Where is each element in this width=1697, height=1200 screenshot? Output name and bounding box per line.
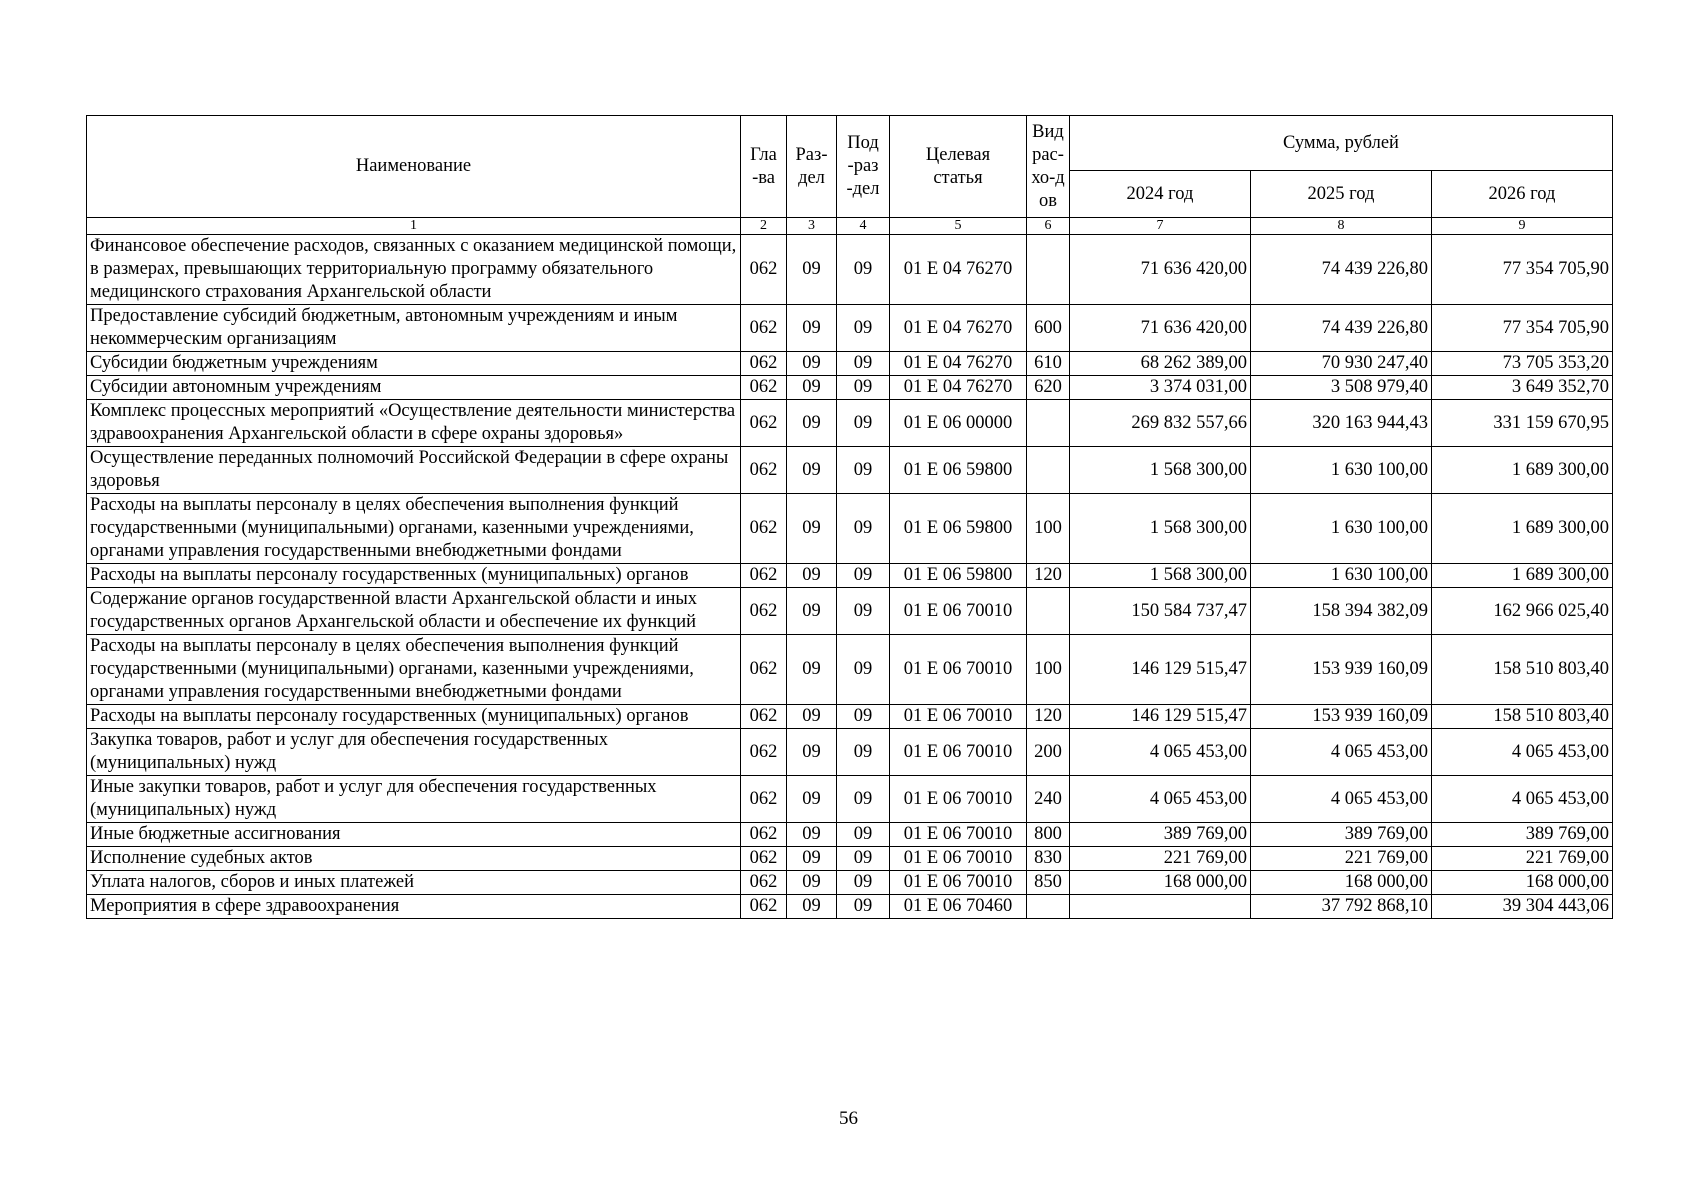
cell-expense-type: 100: [1027, 635, 1070, 705]
cell-amount-2026: 158 510 803,40: [1432, 635, 1613, 705]
column-number: 2: [741, 218, 787, 235]
table-row: [87, 400, 1613, 447]
cell-amount-2026: 389 769,00: [1432, 823, 1613, 847]
cell-target: 01 Е 04 76270: [890, 352, 1027, 376]
table-row: [87, 564, 1613, 588]
cell-amount-2026: 4 065 453,00: [1432, 729, 1613, 776]
cell-name: Иные закупки товаров, работ и услуг для обеспечения государственных (муниципальных) нужд: [87, 776, 741, 823]
cell-section: 09: [787, 588, 837, 635]
cell-amount-2026: 158 510 803,40: [1432, 705, 1613, 729]
cell-subsection: 09: [837, 776, 890, 823]
cell-amount-2024: [1070, 895, 1251, 919]
cell-section: 09: [787, 776, 837, 823]
cell-section: 09: [787, 352, 837, 376]
table-row: [87, 895, 1613, 919]
column-numbers-row: [87, 218, 1613, 235]
cell-amount-2024: 4 065 453,00: [1070, 729, 1251, 776]
column-number: 6: [1027, 218, 1070, 235]
table-body: [87, 235, 1613, 919]
cell-section: 09: [787, 895, 837, 919]
cell-amount-2025: 221 769,00: [1251, 847, 1432, 871]
cell-name: Закупка товаров, работ и услуг для обеспечения государственных (муниципальных) нужд: [87, 729, 741, 776]
column-number: 5: [890, 218, 1027, 235]
cell-amount-2026: 1 689 300,00: [1432, 447, 1613, 494]
cell-amount-2025: 74 439 226,80: [1251, 305, 1432, 352]
cell-subsection: 09: [837, 400, 890, 447]
cell-amount-2025: 3 508 979,40: [1251, 376, 1432, 400]
cell-section: 09: [787, 447, 837, 494]
cell-chapter: 062: [741, 494, 787, 564]
cell-expense-type: 620: [1027, 376, 1070, 400]
cell-amount-2025: 158 394 382,09: [1251, 588, 1432, 635]
cell-expense-type: [1027, 895, 1070, 919]
table-row: [87, 494, 1613, 564]
table-row: [87, 847, 1613, 871]
cell-chapter: 062: [741, 729, 787, 776]
cell-target: 01 Е 06 70010: [890, 823, 1027, 847]
cell-target: 01 Е 04 76270: [890, 235, 1027, 305]
header-sum: Сумма, рублей: [1070, 116, 1613, 171]
cell-amount-2024: 269 832 557,66: [1070, 400, 1251, 447]
cell-subsection: 09: [837, 823, 890, 847]
cell-expense-type: 600: [1027, 305, 1070, 352]
cell-amount-2026: 168 000,00: [1432, 871, 1613, 895]
cell-amount-2026: 162 966 025,40: [1432, 588, 1613, 635]
cell-expense-type: [1027, 588, 1070, 635]
cell-subsection: 09: [837, 376, 890, 400]
cell-amount-2025: 168 000,00: [1251, 871, 1432, 895]
header-name: Наименование: [87, 116, 741, 218]
cell-subsection: 09: [837, 447, 890, 494]
cell-target: 01 Е 06 70460: [890, 895, 1027, 919]
cell-expense-type: 100: [1027, 494, 1070, 564]
cell-chapter: 062: [741, 352, 787, 376]
cell-section: 09: [787, 635, 837, 705]
cell-expense-type: 200: [1027, 729, 1070, 776]
cell-section: 09: [787, 494, 837, 564]
cell-amount-2024: 146 129 515,47: [1070, 705, 1251, 729]
cell-name: Уплата налогов, сборов и иных платежей: [87, 871, 741, 895]
cell-section: 09: [787, 847, 837, 871]
table-row: [87, 776, 1613, 823]
cell-chapter: 062: [741, 305, 787, 352]
cell-amount-2026: 221 769,00: [1432, 847, 1613, 871]
cell-subsection: 09: [837, 305, 890, 352]
header-subsection-text: Под-раз-дел: [846, 133, 880, 199]
cell-subsection: 09: [837, 564, 890, 588]
cell-chapter: 062: [741, 705, 787, 729]
cell-target: 01 Е 06 70010: [890, 776, 1027, 823]
cell-target: 01 Е 06 70010: [890, 729, 1027, 776]
column-number: 3: [787, 218, 837, 235]
cell-amount-2025: 37 792 868,10: [1251, 895, 1432, 919]
cell-amount-2024: 68 262 389,00: [1070, 352, 1251, 376]
cell-name: Исполнение судебных актов: [87, 847, 741, 871]
cell-amount-2024: 1 568 300,00: [1070, 564, 1251, 588]
budget-table: [86, 115, 1613, 919]
cell-amount-2026: 39 304 443,06: [1432, 895, 1613, 919]
cell-target: 01 Е 06 70010: [890, 588, 1027, 635]
cell-amount-2025: 320 163 944,43: [1251, 400, 1432, 447]
cell-section: 09: [787, 235, 837, 305]
cell-name: Финансовое обеспечение расходов, связанных с оказанием медицинской помощи, в размерах, превышающих территориальную программу обязательного медицинского страхования Архангельской области: [87, 235, 741, 305]
header-target: [890, 116, 1027, 218]
cell-chapter: 062: [741, 635, 787, 705]
header-year-2024: 2024 год: [1070, 171, 1251, 218]
cell-chapter: 062: [741, 847, 787, 871]
cell-amount-2024: 3 374 031,00: [1070, 376, 1251, 400]
column-number: 1: [87, 218, 741, 235]
cell-amount-2026: 73 705 353,20: [1432, 352, 1613, 376]
column-number: 9: [1432, 218, 1613, 235]
cell-target: 01 Е 06 70010: [890, 635, 1027, 705]
cell-amount-2024: 389 769,00: [1070, 823, 1251, 847]
cell-name: Субсидии бюджетным учреждениям: [87, 352, 741, 376]
cell-chapter: 062: [741, 871, 787, 895]
cell-amount-2025: 1 630 100,00: [1251, 494, 1432, 564]
cell-amount-2025: 4 065 453,00: [1251, 776, 1432, 823]
table-row: [87, 871, 1613, 895]
cell-name: Мероприятия в сфере здравоохранения: [87, 895, 741, 919]
cell-section: 09: [787, 823, 837, 847]
table-row: [87, 823, 1613, 847]
table-row: [87, 305, 1613, 352]
table-row: [87, 352, 1613, 376]
cell-amount-2025: 4 065 453,00: [1251, 729, 1432, 776]
cell-chapter: 062: [741, 823, 787, 847]
table-header: [87, 116, 1613, 235]
cell-amount-2024: 4 065 453,00: [1070, 776, 1251, 823]
cell-expense-type: [1027, 235, 1070, 305]
cell-amount-2025: 1 630 100,00: [1251, 564, 1432, 588]
cell-expense-type: [1027, 447, 1070, 494]
cell-amount-2024: 1 568 300,00: [1070, 447, 1251, 494]
cell-name: Расходы на выплаты персоналу в целях обеспечения выполнения функций государственными (муниципальными) органами, казенными учреждениями, органами управления государственными внебюджетными фондами: [87, 494, 741, 564]
cell-section: 09: [787, 400, 837, 447]
cell-section: 09: [787, 871, 837, 895]
cell-subsection: 09: [837, 871, 890, 895]
cell-name: Осуществление переданных полномочий Российской Федерации в сфере охраны здоровья: [87, 447, 741, 494]
cell-amount-2026: 1 689 300,00: [1432, 564, 1613, 588]
cell-section: 09: [787, 564, 837, 588]
cell-target: 01 Е 04 76270: [890, 305, 1027, 352]
cell-amount-2025: 153 939 160,09: [1251, 705, 1432, 729]
cell-amount-2025: 1 630 100,00: [1251, 447, 1432, 494]
table-row: [87, 588, 1613, 635]
cell-subsection: 09: [837, 588, 890, 635]
cell-subsection: 09: [837, 235, 890, 305]
cell-chapter: 062: [741, 588, 787, 635]
cell-target: 01 Е 06 70010: [890, 847, 1027, 871]
cell-name: Предоставление субсидий бюджетным, автономным учреждениям и иным некоммерческим организациям: [87, 305, 741, 352]
column-number: 7: [1070, 218, 1251, 235]
table-row: [87, 376, 1613, 400]
cell-amount-2024: 1 568 300,00: [1070, 494, 1251, 564]
cell-subsection: 09: [837, 847, 890, 871]
cell-section: 09: [787, 705, 837, 729]
cell-amount-2024: 71 636 420,00: [1070, 305, 1251, 352]
cell-chapter: 062: [741, 447, 787, 494]
cell-amount-2024: 150 584 737,47: [1070, 588, 1251, 635]
cell-chapter: 062: [741, 376, 787, 400]
header-expense-type: [1027, 116, 1070, 218]
cell-amount-2025: 70 930 247,40: [1251, 352, 1432, 376]
cell-amount-2024: 168 000,00: [1070, 871, 1251, 895]
cell-subsection: 09: [837, 352, 890, 376]
cell-section: 09: [787, 376, 837, 400]
cell-name: Расходы на выплаты персоналу в целях обеспечения выполнения функций государственными (муниципальными) органами, казенными учреждениями, органами управления государственными внебюджетными фондами: [87, 635, 741, 705]
header-year-2026: 2026 год: [1432, 171, 1613, 218]
cell-expense-type: 800: [1027, 823, 1070, 847]
cell-chapter: 062: [741, 776, 787, 823]
cell-chapter: 062: [741, 235, 787, 305]
cell-amount-2024: 221 769,00: [1070, 847, 1251, 871]
cell-subsection: 09: [837, 635, 890, 705]
cell-target: 01 Е 06 59800: [890, 447, 1027, 494]
cell-expense-type: 120: [1027, 564, 1070, 588]
cell-amount-2026: 331 159 670,95: [1432, 400, 1613, 447]
cell-name: Расходы на выплаты персоналу государственных (муниципальных) органов: [87, 705, 741, 729]
table-row: [87, 635, 1613, 705]
header-chapter-text: Гла-ва: [750, 144, 777, 188]
cell-amount-2025: 389 769,00: [1251, 823, 1432, 847]
cell-target: 01 Е 06 70010: [890, 705, 1027, 729]
cell-target: 01 Е 06 00000: [890, 400, 1027, 447]
cell-amount-2026: 3 649 352,70: [1432, 376, 1613, 400]
cell-subsection: 09: [837, 705, 890, 729]
cell-target: 01 Е 04 76270: [890, 376, 1027, 400]
cell-expense-type: 850: [1027, 871, 1070, 895]
page-number: 56: [839, 1108, 858, 1129]
table-row: [87, 235, 1613, 305]
cell-chapter: 062: [741, 564, 787, 588]
cell-amount-2025: 74 439 226,80: [1251, 235, 1432, 305]
header-target-text: Целевая статья: [925, 144, 991, 188]
header-subsection: [837, 116, 890, 218]
cell-subsection: 09: [837, 895, 890, 919]
cell-section: 09: [787, 729, 837, 776]
table-row: [87, 729, 1613, 776]
cell-expense-type: 830: [1027, 847, 1070, 871]
cell-expense-type: [1027, 400, 1070, 447]
cell-name: Иные бюджетные ассигнования: [87, 823, 741, 847]
header-year-2025: 2025 год: [1251, 171, 1432, 218]
cell-name: Расходы на выплаты персоналу государственных (муниципальных) органов: [87, 564, 741, 588]
column-number: 4: [837, 218, 890, 235]
cell-target: 01 Е 06 59800: [890, 564, 1027, 588]
header-expense-type-text: Вид рас-хо-дов: [1031, 121, 1065, 211]
cell-amount-2024: 71 636 420,00: [1070, 235, 1251, 305]
cell-section: 09: [787, 305, 837, 352]
cell-amount-2026: 4 065 453,00: [1432, 776, 1613, 823]
cell-amount-2025: 153 939 160,09: [1251, 635, 1432, 705]
header-section-text: Раз-дел: [795, 144, 828, 188]
header-section: [787, 116, 837, 218]
cell-name: Комплекс процессных мероприятий «Осуществление деятельности министерства здравоохранения Архангельской области в сфере охраны здоровья»: [87, 400, 741, 447]
column-number: 8: [1251, 218, 1432, 235]
cell-expense-type: 610: [1027, 352, 1070, 376]
cell-amount-2026: 77 354 705,90: [1432, 235, 1613, 305]
cell-expense-type: 120: [1027, 705, 1070, 729]
cell-chapter: 062: [741, 400, 787, 447]
cell-amount-2026: 1 689 300,00: [1432, 494, 1613, 564]
table-row: [87, 447, 1613, 494]
cell-name: Субсидии автономным учреждениям: [87, 376, 741, 400]
cell-subsection: 09: [837, 729, 890, 776]
cell-name: Содержание органов государственной власти Архангельской области и иных государственных органов Архангельской области и обеспечение их функций: [87, 588, 741, 635]
cell-chapter: 062: [741, 895, 787, 919]
cell-target: 01 Е 06 70010: [890, 871, 1027, 895]
cell-amount-2026: 77 354 705,90: [1432, 305, 1613, 352]
table-row: [87, 705, 1613, 729]
cell-amount-2024: 146 129 515,47: [1070, 635, 1251, 705]
cell-subsection: 09: [837, 494, 890, 564]
header-chapter: [741, 116, 787, 218]
cell-expense-type: 240: [1027, 776, 1070, 823]
cell-target: 01 Е 06 59800: [890, 494, 1027, 564]
